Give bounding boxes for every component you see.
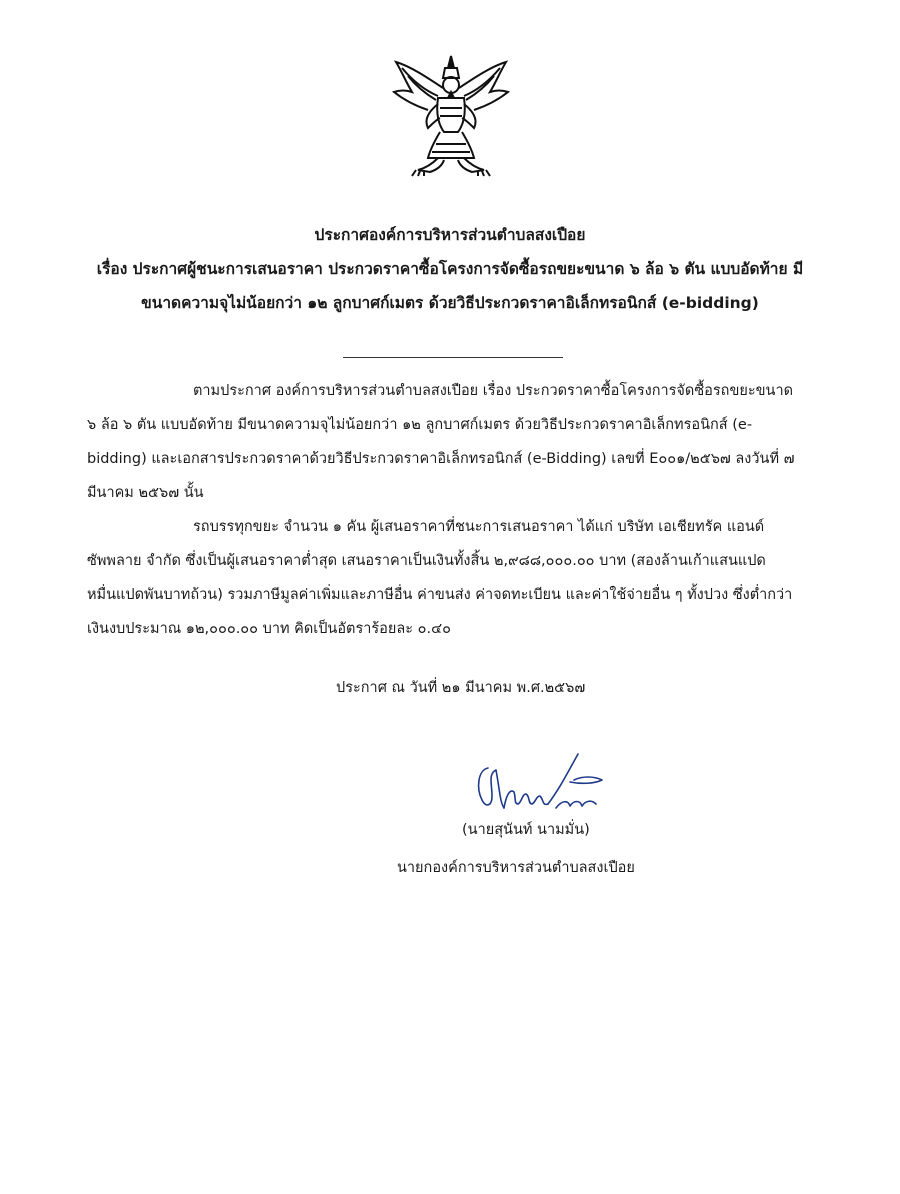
paragraph-line: bidding) และเอกสารประกวดราคาด้วยวิธีประกวดราคาอิเล็กทรอนิกส์ (e-Bidding) เลขที่ E๐๐๑/๒๕๖๗ ลงวันที่ ๗ (87, 451, 795, 467)
signer-name: (นายสุนันท์ นามมั่น) (462, 822, 590, 838)
garuda-emblem-icon (388, 52, 514, 178)
paragraph-line: หมื่นแปดพันบาทถ้วน) รวมภาษีมูลค่าเพิ่มและภาษีอื่น ค่าขนส่ง ค่าจดทะเบียน และค่าใช้จ่ายอื่น ๆ ทั้งปวง ซึ่งต่ำกว่า (87, 587, 793, 603)
paragraph-line: รถบรรทุกขยะ จำนวน ๑ คัน ผู้เสนอราคาที่ชนะการเสนอราคา ได้แก่ บริษัท เอเชียทรัค แอนด์ (193, 519, 765, 535)
subject-line-1: เรื่อง ประกาศผู้ชนะการเสนอราคา ประกวดราคาซื้อโครงการจัดซื้อรถขยะขนาด ๖ ล้อ ๖ ตัน แบบอัดท้าย มี (96, 260, 804, 278)
paragraph-winner (87, 510, 822, 646)
title-divider (343, 357, 563, 358)
signature-image (470, 748, 610, 818)
announcement-title-block (60, 218, 840, 320)
paragraph-reference (87, 374, 822, 510)
announcement-date: ประกาศ ณ วันที่ ๒๑ มีนาคม พ.ศ.๒๕๖๗ (336, 680, 586, 696)
paragraph-line: เงินงบประมาณ ๑๒,๐๐๐.๐๐ บาท คิดเป็นอัตราร้อยละ ๐.๔๐ (87, 621, 451, 637)
paragraph-line: มีนาคม ๒๕๖๗ นั้น (87, 485, 204, 501)
paragraph-line: ๖ ล้อ ๖ ตัน แบบอัดท้าย มีขนาดความจุไม่น้อยกว่า ๑๒ ลูกบาศก์เมตร ด้วยวิธีประกวดราคาอิเล็กทรอนิกส์ (e- (87, 417, 753, 433)
paragraph-line: ตามประกาศ องค์การบริหารส่วนตำบลสงเปือย เรื่อง ประกวดราคาซื้อโครงการจัดซื้อรถขยะขนาด (193, 383, 794, 399)
organization-heading: ประกาศองค์การบริหารส่วนตำบลสงเปือย (314, 226, 586, 244)
subject-line-2: ขนาดความจุไม่น้อยกว่า ๑๒ ลูกบาศก์เมตร ด้วยวิธีประกวดราคาอิเล็กทรอนิกส์ (e-bidding) (141, 294, 759, 312)
paragraph-line: ซัพพลาย จำกัด ซึ่งเป็นผู้เสนอราคาต่ำสุด เสนอราคาเป็นเงินทั้งสิ้น ๒,๙๘๘,๐๐๐.๐๐ บาท (สองล้านเก้าแสนแปด (87, 553, 766, 569)
signer-title: นายกองค์การบริหารส่วนตำบลสงเปือย (397, 860, 635, 876)
